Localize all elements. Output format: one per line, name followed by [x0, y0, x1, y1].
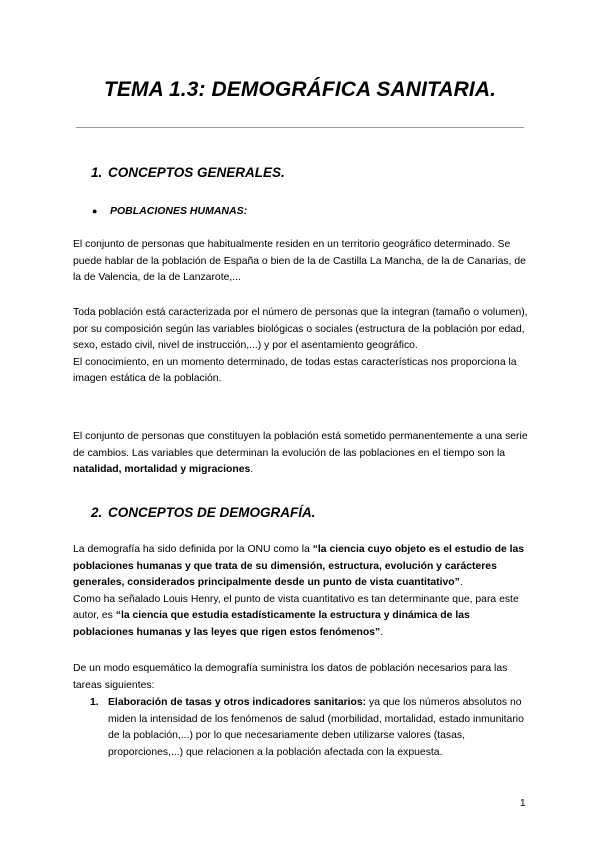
section-1-number: 1. — [91, 165, 103, 180]
section-2-number: 2. — [91, 505, 103, 520]
emphasis-text: natalidad, mortalidad y migraciones — [73, 464, 251, 476]
section-2-title: CONCEPTOS DE DEMOGRAFÍA. — [108, 505, 316, 520]
paragraph-text: Como ha señalado Louis Henry, el punto de vista cuantitativo es tan determinante que, para este autor, es — [73, 593, 519, 622]
list-item — [90, 695, 530, 761]
paragraph: De un modo esquemático la demografía suministra los datos de población necesarios para las tareas siguientes: — [73, 663, 508, 691]
section-2-heading — [91, 505, 316, 520]
section-1-heading — [91, 165, 285, 180]
paragraph-text: Toda población está caracterizada por el número de personas que la integran (tamaño o volumen), por su composición según las variables biológicas o sociales (estructura de la población por edad, sexo, estado civil, nivel de instrucción,...) y por el asentamiento geográfico. — [73, 307, 528, 352]
paragraph: El conjunto de personas que habitualmente residen en un territorio geográfico determinado. Se puede hablar de la población de España o bien de la de Castilla La Mancha, de la de Canarias, de la de Valencia, de la de Lanzarote,... — [73, 239, 526, 284]
paragraph — [73, 305, 531, 388]
section-1-title: CONCEPTOS GENERALES. — [108, 165, 285, 180]
numbered-list — [90, 695, 530, 761]
bullet-label: POBLACIONES HUMANAS: — [110, 205, 248, 217]
paragraph — [73, 542, 531, 642]
paragraph-text: La demografía ha sido definida por la ONU como la — [73, 544, 313, 555]
list-item-text — [108, 695, 530, 761]
paragraph-text: El conocimiento, en un momento determinado, de todas estas características nos proporciona la imagen estática de la población. — [73, 356, 517, 385]
paragraph-text: . — [380, 626, 384, 638]
paragraph — [73, 429, 531, 479]
emphasis-text: Elaboración de tasas y otros indicadores sanitarios: — [108, 697, 367, 708]
page-number: 1 — [520, 798, 526, 809]
title-divider — [76, 127, 524, 128]
paragraph-text: . — [459, 577, 463, 589]
list-item-number: 1. — [90, 697, 99, 708]
emphasis-text: “la ciencia cuyo objeto es el estudio de las poblaciones humanas y que trata de su dimensión, estructura, evolución y carácteres generales, considerados principalmente desde un punto de vista cuantitativo” — [73, 544, 525, 589]
paragraph-text: El conjunto de personas que constituyen la población está sometido permanentemente a una serie de cambios. Las variables que determinan la evolución de las poblaciones en el tiempo son la — [73, 431, 528, 459]
bullet-dot-icon: ● — [92, 206, 98, 216]
paragraph-text: . — [250, 464, 254, 476]
emphasis-text: “la ciencia que estudia estadísticamente la estructura y dinámica de las poblaciones humanas y las leyes que rigen estos fenómenos” — [73, 610, 470, 638]
paragraph-text: ya que los números absolutos no miden la intensidad de los fenómenos de salud (morbilidad, mortalidad, estado inmunitario de la población,...) por lo que necesariamente deben utilizarse valores (tasas, proporciones,...) que relacionen a la población afectada con la expuesta. — [108, 697, 524, 758]
bullet-item — [92, 205, 247, 217]
document-title: TEMA 1.3: DEMOGRÁFICA SANITARIA. — [103, 78, 497, 101]
